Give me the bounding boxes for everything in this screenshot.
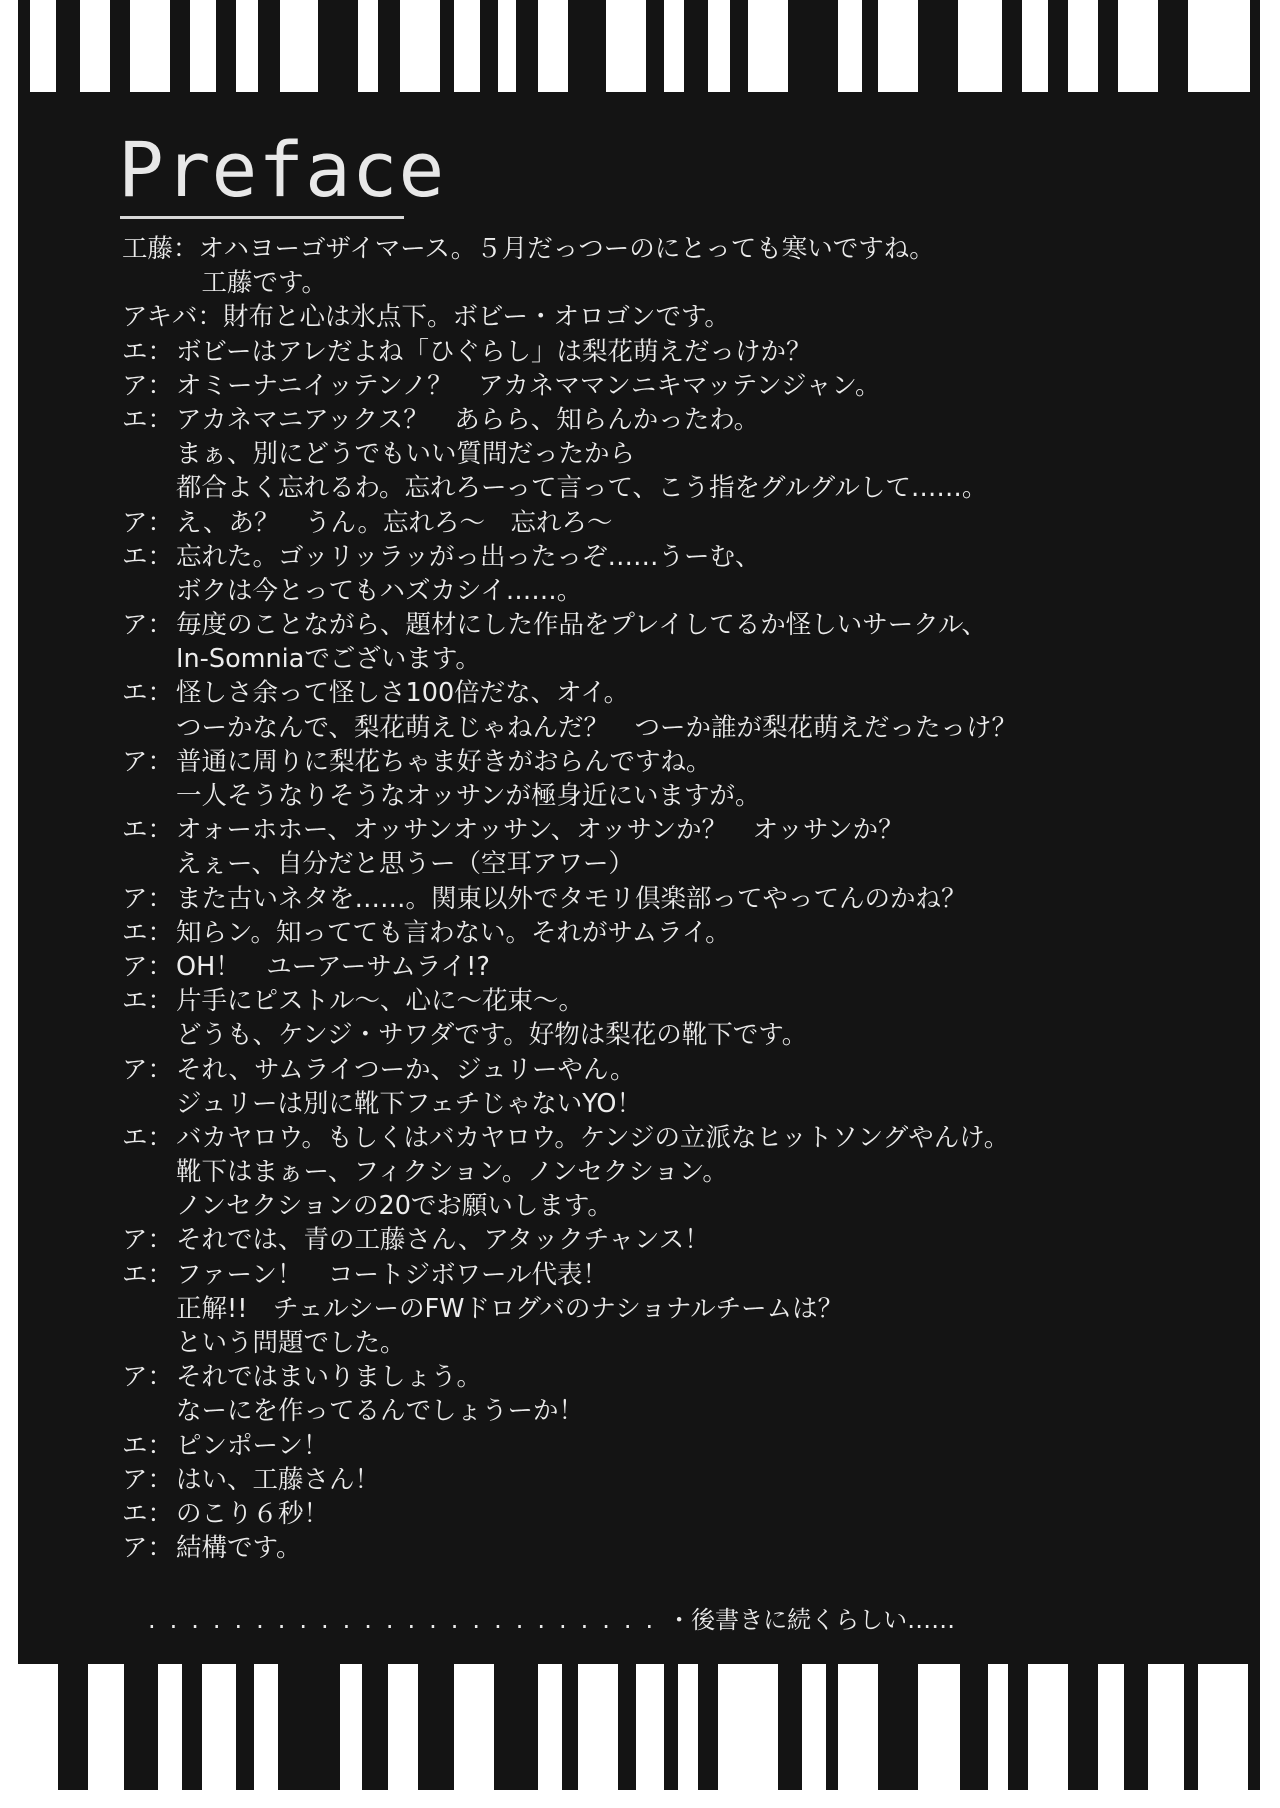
dialogue-line [122, 1326, 1122, 1360]
speaker-label: ア： [122, 951, 174, 982]
dialogue-line [122, 950, 1122, 984]
dialogue-line [122, 676, 1122, 710]
line-text: 一人そうなりそうなオッサンが極身近にいますが。 [176, 781, 761, 811]
line-text: それではまいりましょう。 [176, 1362, 483, 1393]
speaker-label: エ： [122, 541, 174, 572]
dialogue-line [122, 847, 1122, 881]
dialogue-line [122, 1258, 1122, 1292]
dialogue-line [122, 266, 1122, 300]
line-text: 知らン。知ってても言わない。それがサムライ。 [176, 917, 731, 948]
barcode-bottom-decoration [18, 1664, 1260, 1790]
speaker-label: エ： [122, 1259, 174, 1290]
line-text: 靴下はまぁー、フィクション。ノンセクション。 [176, 1157, 728, 1188]
dialogue-line [122, 300, 1122, 334]
dialogue-line [122, 608, 1122, 642]
line-text: 片手にピストル～、心に～花束～。 [176, 986, 585, 1017]
dialogue-line [122, 574, 1122, 608]
line-text: はい、工藤さん！ [176, 1464, 381, 1495]
line-text: オミーナニイッテンノ？ アカネママンニキマッテンジャン。 [176, 370, 881, 401]
line-text: 正解!! チェルシーのFWドログバのナショナルチームは？ [176, 1293, 844, 1324]
line-text: オハヨーゴザイマース。５月だっつーのにとっても寒いですね。 [198, 234, 935, 264]
line-text: 都合よく忘れるわ。忘れろーって言って、こう指をグルグルして……。 [176, 473, 988, 504]
speaker-label: エ： [122, 336, 174, 367]
dialogue-line [122, 1155, 1122, 1189]
dialogue-line [122, 335, 1122, 369]
dialogue-line [122, 1360, 1122, 1394]
line-text: まぁ、別にどうでもいい質問だったから [176, 439, 636, 470]
line-text: 普通に周りに梨花ちゃま好きがおらんですね。 [176, 746, 712, 777]
speaker-label: ア： [122, 1362, 174, 1393]
line-text: 工藤です。 [176, 268, 327, 299]
speaker-label: エ： [122, 815, 174, 846]
dialogue-line [122, 437, 1122, 471]
dialogue-line [122, 540, 1122, 574]
dialogue-line [122, 984, 1122, 1018]
speaker-label: ア： [122, 883, 174, 914]
page-panel [18, 0, 1260, 1790]
dialogue-line [122, 916, 1122, 950]
line-text: ボクは今とってもハズカシイ……。 [176, 575, 583, 606]
line-text: アカネマニアックス？ あらら、知らんかったわ。 [176, 404, 760, 435]
dialogue-line [122, 779, 1122, 813]
line-text: ピンポーン！ [176, 1430, 329, 1461]
line-text: それでは、青の工藤さん、アタックチャンス！ [176, 1225, 710, 1256]
line-text: ジュリーは別に靴下フェチじゃないYO！ [176, 1088, 642, 1119]
speaker-label: 工藤： [122, 234, 199, 264]
line-text: また古いネタを……。関東以外でタモリ倶楽部ってやってんのかね？ [176, 883, 967, 914]
dialogue-line [122, 1497, 1122, 1531]
speaker-label: ア： [122, 610, 174, 641]
speaker-label: エ： [122, 678, 174, 709]
speaker-label: ア： [122, 507, 174, 538]
dialogue-line [122, 1394, 1122, 1428]
dialogue-line [122, 471, 1122, 505]
line-text: オォーホホー、オッサンオッサン、オッサンか？ オッサンか？ [176, 815, 904, 846]
speaker-label: エ： [122, 404, 174, 435]
dialogue-line [122, 403, 1122, 437]
footer-text: ・後書きに続くらしい…… [667, 1606, 956, 1634]
speaker-label: ア： [122, 1225, 174, 1256]
speaker-label: エ： [122, 1122, 174, 1153]
dialogue-line [122, 1121, 1122, 1155]
dialogue-line [122, 711, 1122, 745]
line-text: 財布と心は氷点下。ボビー・オロゴンです。 [222, 302, 730, 333]
speaker-label: エ： [122, 1430, 174, 1461]
dialogue-line [122, 369, 1122, 403]
speaker-label: ア： [122, 370, 174, 401]
line-text: 結構です。 [176, 1533, 302, 1564]
speaker-label: アキバ： [122, 302, 223, 333]
dialogue-text [122, 232, 1122, 1565]
dialogue-line [122, 506, 1122, 540]
line-text: という問題でした。 [176, 1328, 406, 1358]
dialogue-line [122, 813, 1122, 847]
dialogue-line [122, 1223, 1122, 1257]
line-text: えぇー、自分だと思うー（空耳アワー） [176, 849, 634, 880]
line-text: In-Somniaでございます。 [176, 644, 481, 675]
line-text: それ、サムライつーか、ジュリーやん。 [176, 1054, 636, 1085]
line-text: OH！ ユーアーサムライ!? [176, 951, 490, 982]
line-text: のこり６秒！ [176, 1498, 330, 1529]
dialogue-line [122, 1292, 1122, 1326]
dialogue-line [122, 232, 1122, 266]
line-text: ボビーはアレだよね「ひぐらし」は梨花萌えだっけか？ [176, 336, 812, 367]
dialogue-line [122, 745, 1122, 779]
line-text: ノンセクションの20でお願いします。 [176, 1191, 613, 1222]
page-title: Preface [118, 125, 446, 214]
speaker-label: エ： [122, 1498, 174, 1529]
line-text: 毎度のことながら、題材にした作品をプレイしてるか怪しいサークル、 [176, 610, 987, 641]
footer-note [148, 1600, 1158, 1635]
line-text: バカヤロウ。もしくはバカヤロウ。ケンジの立派なヒットソングやんけ。 [176, 1122, 1010, 1153]
line-text: え、あ？ うん。忘れろ～ 忘れろ～ [176, 507, 613, 538]
line-text: 怪しさ余って怪しさ100倍だな、オイ。 [176, 678, 630, 709]
title-underline [120, 216, 404, 219]
dialogue-line [122, 1189, 1122, 1223]
line-text: つーかなんで、梨花萌えじゃねんだ？ つーか誰が梨花萌えだったっけ？ [176, 712, 1017, 743]
line-text: ファーン！ コートジボワール代表！ [176, 1259, 608, 1290]
dialogue-line [122, 882, 1122, 916]
dialogue-line [122, 1018, 1122, 1052]
dialogue-line [122, 1463, 1122, 1497]
speaker-label: ア： [122, 1054, 174, 1085]
line-text: 忘れた。ゴッリッラッがっ出ったっぞ……うーむ、 [176, 541, 761, 572]
dialogue-line [122, 642, 1122, 676]
footer-dots: ........................ [148, 1606, 668, 1634]
dialogue-line [122, 1429, 1122, 1463]
line-text: なーにを作ってるんでしょうーか！ [176, 1396, 585, 1427]
dialogue-line [122, 1087, 1122, 1121]
speaker-label: ア： [122, 1464, 174, 1495]
barcode-top-decoration [18, 0, 1260, 92]
dialogue-line [122, 1531, 1122, 1565]
speaker-label: ア： [122, 746, 174, 777]
line-text: どうも、ケンジ・サワダです。好物は梨花の靴下です。 [176, 1020, 808, 1051]
dialogue-line [122, 1053, 1122, 1087]
speaker-label: エ： [122, 986, 174, 1017]
speaker-label: ア： [122, 1533, 174, 1564]
speaker-label: エ： [122, 917, 174, 948]
